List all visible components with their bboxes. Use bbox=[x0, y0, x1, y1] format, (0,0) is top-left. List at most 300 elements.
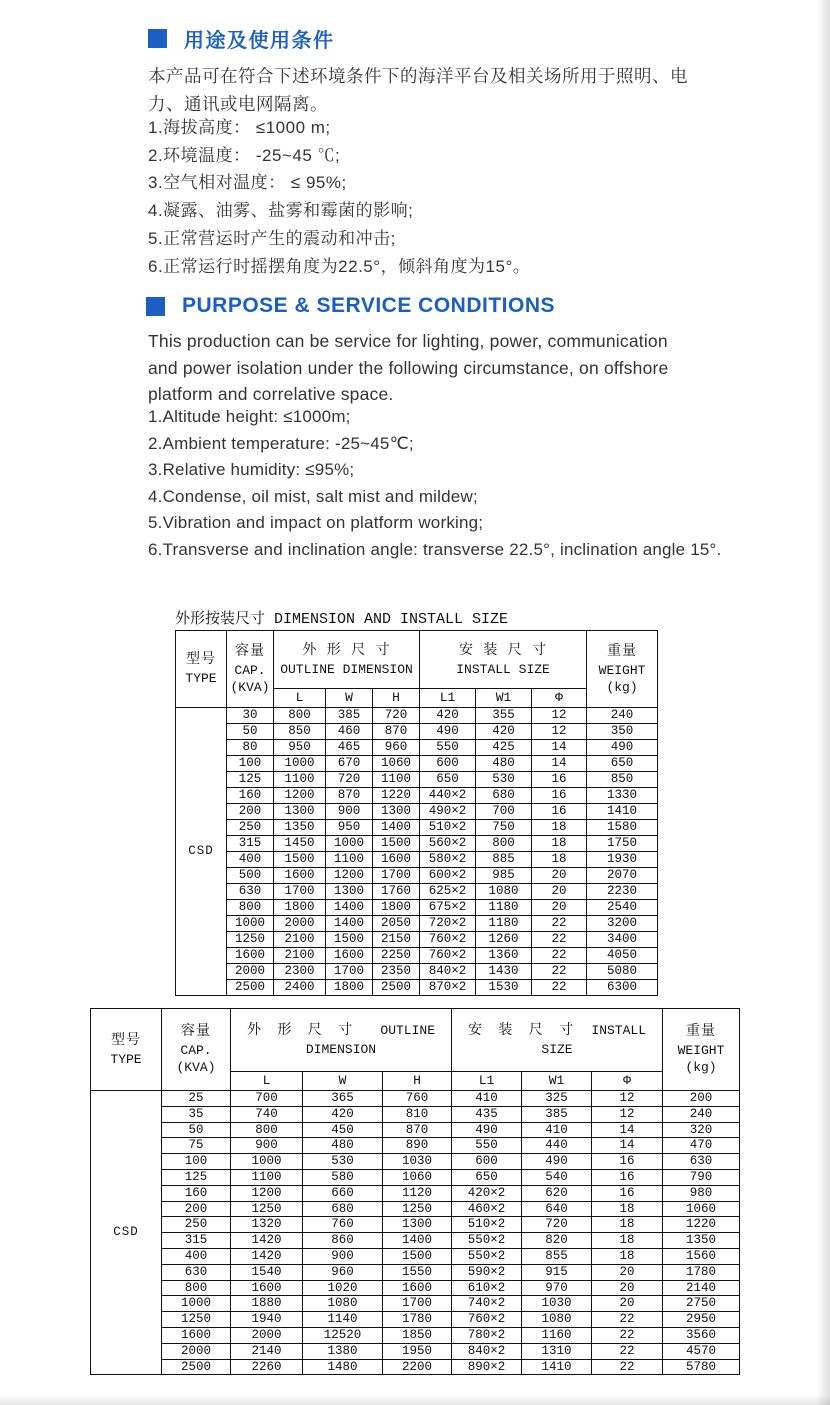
blue-square-icon bbox=[148, 29, 167, 48]
table-cell: 550 bbox=[452, 1138, 522, 1154]
dimension-table-2-block bbox=[90, 1008, 740, 1375]
table-cell: 1140 bbox=[303, 1312, 383, 1328]
table-cell: 625×2 bbox=[420, 884, 476, 900]
table-cell: 1880 bbox=[231, 1296, 303, 1312]
table-cell: 16 bbox=[592, 1185, 663, 1201]
table-cell: 850 bbox=[587, 772, 658, 788]
table-cell: 1000 bbox=[326, 836, 373, 852]
table-cell: 1100 bbox=[231, 1169, 303, 1185]
table-cell: 1080 bbox=[476, 884, 532, 900]
table-cell: 1200 bbox=[274, 788, 326, 804]
table-cell: 760×2 bbox=[420, 932, 476, 948]
table-cell: 2000 bbox=[227, 964, 274, 980]
table-cell: 1250 bbox=[227, 932, 274, 948]
subcol-H: H bbox=[383, 1072, 452, 1091]
table-cell: 3560 bbox=[663, 1327, 740, 1343]
table-row bbox=[91, 1264, 740, 1280]
table-row bbox=[176, 772, 658, 788]
table-cell: 1800 bbox=[326, 980, 373, 996]
section-heading-en bbox=[146, 294, 555, 318]
table-cell: 900 bbox=[326, 804, 373, 820]
table-cell: 22 bbox=[532, 964, 587, 980]
table-cell: 1780 bbox=[383, 1312, 452, 1328]
table-cell: 630 bbox=[227, 884, 274, 900]
table-cell: 780×2 bbox=[452, 1327, 522, 1343]
table-cell: 750 bbox=[476, 820, 532, 836]
table1-header-row bbox=[176, 631, 658, 689]
table-cell: 420 bbox=[303, 1106, 383, 1122]
table-cell: 385 bbox=[522, 1106, 592, 1122]
table-row bbox=[91, 1201, 740, 1217]
table-cell: 160 bbox=[227, 788, 274, 804]
table-cell: 2000 bbox=[231, 1327, 303, 1343]
column-header-type: 型号 TYPE bbox=[91, 1009, 162, 1091]
table-cell: 600 bbox=[420, 756, 476, 772]
table-cell: 20 bbox=[532, 900, 587, 916]
table-cell: 2000 bbox=[274, 916, 326, 932]
table-cell: 200 bbox=[663, 1091, 740, 1107]
table-row bbox=[91, 1296, 740, 1312]
table-cell: 700 bbox=[476, 804, 532, 820]
table-cell: 1100 bbox=[274, 772, 326, 788]
table-cell: 1320 bbox=[231, 1217, 303, 1233]
table-cell: 1360 bbox=[476, 948, 532, 964]
table-cell: 2500 bbox=[373, 980, 420, 996]
table-cell: 425 bbox=[476, 740, 532, 756]
table-cell: 16 bbox=[592, 1154, 663, 1170]
table-cell: 2100 bbox=[274, 948, 326, 964]
dimension-table-1-block bbox=[175, 610, 658, 996]
table-cell: 1020 bbox=[303, 1280, 383, 1296]
table-cell: 350 bbox=[587, 724, 658, 740]
table-cell: 1530 bbox=[476, 980, 532, 996]
table-cell: 14 bbox=[592, 1138, 663, 1154]
table-cell: 790 bbox=[663, 1169, 740, 1185]
table-cell: 850 bbox=[274, 724, 326, 740]
table-cell: 2140 bbox=[231, 1343, 303, 1359]
table-cell: 660 bbox=[303, 1185, 383, 1201]
table-cell: 950 bbox=[326, 820, 373, 836]
table-cell: 490 bbox=[522, 1154, 592, 1170]
table-cell: 840×2 bbox=[420, 964, 476, 980]
table-cell: 490 bbox=[420, 724, 476, 740]
list-item: 3.空气相对温度： ≤ 95%; bbox=[148, 173, 347, 193]
table-cell: 1250 bbox=[231, 1201, 303, 1217]
table-cell: 800 bbox=[162, 1280, 231, 1296]
table-row bbox=[91, 1343, 740, 1359]
list-item: 5.Vibration and impact on platform working; bbox=[148, 513, 484, 533]
table-row bbox=[176, 964, 658, 980]
table-cell: 22 bbox=[532, 932, 587, 948]
table-cell: 1400 bbox=[326, 916, 373, 932]
table-cell: 160 bbox=[162, 1185, 231, 1201]
table-cell: 740×2 bbox=[452, 1296, 522, 1312]
table-cell: 870 bbox=[326, 788, 373, 804]
table-cell: 16 bbox=[592, 1169, 663, 1185]
table-cell: 1500 bbox=[373, 836, 420, 852]
table-cell: 2250 bbox=[373, 948, 420, 964]
table-cell: 1300 bbox=[383, 1217, 452, 1233]
table-cell: 670 bbox=[326, 756, 373, 772]
table-row bbox=[91, 1233, 740, 1249]
table-row bbox=[91, 1327, 740, 1343]
section-title-cn: 用途及使用条件 bbox=[184, 30, 335, 52]
table-row bbox=[176, 804, 658, 820]
table-cell: 470 bbox=[663, 1138, 740, 1154]
table-cell: 550×2 bbox=[452, 1248, 522, 1264]
table-cell: 1000 bbox=[227, 916, 274, 932]
table-cell: 100 bbox=[162, 1154, 231, 1170]
subcol-H: H bbox=[373, 689, 420, 708]
table-cell: 365 bbox=[303, 1091, 383, 1107]
table-cell: 580×2 bbox=[420, 852, 476, 868]
table-cell: 960 bbox=[303, 1264, 383, 1280]
table-cell: 800 bbox=[274, 708, 326, 724]
table-row bbox=[176, 788, 658, 804]
table-cell: 630 bbox=[663, 1154, 740, 1170]
table-cell: 22 bbox=[592, 1312, 663, 1328]
table-row bbox=[91, 1169, 740, 1185]
table-cell: 1180 bbox=[476, 900, 532, 916]
list-item: 6.正常运行时摇摆角度为22.5°，倾斜角度为15°。 bbox=[148, 256, 531, 276]
table-cell: 18 bbox=[592, 1201, 663, 1217]
table-cell: 5080 bbox=[587, 964, 658, 980]
table-cell: 510×2 bbox=[452, 1217, 522, 1233]
table-cell: 550×2 bbox=[452, 1233, 522, 1249]
table-cell: 1300 bbox=[373, 804, 420, 820]
dimension-table-1 bbox=[175, 630, 658, 996]
table-cell: 1430 bbox=[476, 964, 532, 980]
list-item: 4.凝露、油雾、盐雾和霉菌的影响; bbox=[148, 201, 414, 221]
table-row bbox=[176, 916, 658, 932]
table-cell: 12 bbox=[532, 724, 587, 740]
table-cell: 1100 bbox=[373, 772, 420, 788]
table-cell: 18 bbox=[532, 836, 587, 852]
table-row bbox=[176, 932, 658, 948]
column-header-capacity: 容量 CAP. (KVA) bbox=[227, 631, 274, 708]
table-cell: 2300 bbox=[274, 964, 326, 980]
table-cell: 2150 bbox=[373, 932, 420, 948]
table-cell: 6300 bbox=[587, 980, 658, 996]
table-cell: 1800 bbox=[373, 900, 420, 916]
subcol-L: L bbox=[231, 1072, 303, 1091]
table-cell: 650 bbox=[587, 756, 658, 772]
table-row bbox=[91, 1122, 740, 1138]
subcol-L: L bbox=[274, 689, 326, 708]
table-cell: 870 bbox=[383, 1122, 452, 1138]
table-cell: 1420 bbox=[231, 1248, 303, 1264]
table-cell: 420 bbox=[476, 724, 532, 740]
table-cell: 2500 bbox=[227, 980, 274, 996]
scan-edge-shadow-bottom bbox=[0, 1395, 830, 1405]
table-cell: 1700 bbox=[274, 884, 326, 900]
table-cell: 2140 bbox=[663, 1280, 740, 1296]
list-item: 6.Transverse and inclination angle: transverse 22.5°, inclination angle 15°. bbox=[148, 539, 722, 559]
column-header-outline: 外 形 尺 寸 OUTLINE DIMENSION bbox=[274, 631, 420, 689]
table-row bbox=[91, 1359, 740, 1375]
table-cell: 870 bbox=[373, 724, 420, 740]
table-cell: 420 bbox=[420, 708, 476, 724]
table-cell: 4570 bbox=[663, 1343, 740, 1359]
table-cell: 1310 bbox=[522, 1343, 592, 1359]
table-cell: 1780 bbox=[663, 1264, 740, 1280]
table-cell: 950 bbox=[274, 740, 326, 756]
table-cell: 125 bbox=[227, 772, 274, 788]
type-value-cell: CSD bbox=[176, 708, 227, 996]
column-header-install: 安 装 尺 寸 INSTALL SIZE bbox=[452, 1009, 663, 1072]
blue-square-icon bbox=[146, 297, 165, 316]
table-cell: 650 bbox=[420, 772, 476, 788]
table-row bbox=[176, 820, 658, 836]
table-cell: 970 bbox=[522, 1280, 592, 1296]
table-cell: 20 bbox=[592, 1280, 663, 1296]
table-cell: 740 bbox=[231, 1106, 303, 1122]
table-cell: 680 bbox=[476, 788, 532, 804]
table-cell: 315 bbox=[227, 836, 274, 852]
table-cell: 1400 bbox=[383, 1233, 452, 1249]
table-cell: 1550 bbox=[383, 1264, 452, 1280]
list-item: 4.Condense, oil mist, salt mist and mildew; bbox=[148, 486, 478, 506]
table-cell: 1380 bbox=[303, 1343, 383, 1359]
table-cell: 12 bbox=[592, 1091, 663, 1107]
table-cell: 1760 bbox=[373, 884, 420, 900]
table-cell: 2200 bbox=[383, 1359, 452, 1375]
table-row bbox=[176, 836, 658, 852]
table-cell: 680 bbox=[303, 1201, 383, 1217]
table-cell: 1560 bbox=[663, 1248, 740, 1264]
table-cell: 3200 bbox=[587, 916, 658, 932]
table-cell: 200 bbox=[227, 804, 274, 820]
table-cell: 14 bbox=[532, 740, 587, 756]
table-cell: 1400 bbox=[373, 820, 420, 836]
table-row bbox=[176, 980, 658, 996]
table-cell: 385 bbox=[326, 708, 373, 724]
table-cell: 1060 bbox=[663, 1201, 740, 1217]
table-cell: 2000 bbox=[162, 1343, 231, 1359]
table-cell: 20 bbox=[592, 1264, 663, 1280]
intro-paragraph-en: This production can be service for lighting, power, communication and power isolation under the following circumstance, on offshore platform and correlative space. bbox=[148, 331, 669, 404]
table-cell: 16 bbox=[532, 804, 587, 820]
table-row bbox=[91, 1138, 740, 1154]
table-cell: 460×2 bbox=[452, 1201, 522, 1217]
column-header-install: 安 装 尺 寸 INSTALL SIZE bbox=[420, 631, 587, 689]
subcol-W1: W1 bbox=[522, 1072, 592, 1091]
table-cell: 530 bbox=[303, 1154, 383, 1170]
table-cell: 1600 bbox=[373, 852, 420, 868]
table-cell: 1420 bbox=[231, 1233, 303, 1249]
table-row bbox=[91, 1312, 740, 1328]
table-cell: 870×2 bbox=[420, 980, 476, 996]
table-cell: 100 bbox=[227, 756, 274, 772]
table-cell: 540 bbox=[522, 1169, 592, 1185]
table-cell: 18 bbox=[592, 1233, 663, 1249]
table-cell: 480 bbox=[476, 756, 532, 772]
table-cell: 14 bbox=[532, 756, 587, 772]
table-cell: 1260 bbox=[476, 932, 532, 948]
table-cell: 630 bbox=[162, 1264, 231, 1280]
table-cell: 22 bbox=[592, 1343, 663, 1359]
table-cell: 1330 bbox=[587, 788, 658, 804]
table-cell: 1580 bbox=[587, 820, 658, 836]
table-cell: 1030 bbox=[383, 1154, 452, 1170]
table1-title: 外形按装尺寸 DIMENSION AND INSTALL SIZE bbox=[175, 611, 509, 628]
table-cell: 1300 bbox=[274, 804, 326, 820]
table-cell: 720 bbox=[373, 708, 420, 724]
table-cell: 720 bbox=[522, 1217, 592, 1233]
table-cell: 1600 bbox=[326, 948, 373, 964]
list-item: 5.正常营运时产生的震动和冲击; bbox=[148, 228, 396, 248]
column-header-weight: 重量 WEIGHT (kg) bbox=[663, 1009, 740, 1091]
table-cell: 760×2 bbox=[420, 948, 476, 964]
table-cell: 580 bbox=[303, 1169, 383, 1185]
table-cell: 250 bbox=[162, 1217, 231, 1233]
table-cell: 590×2 bbox=[452, 1264, 522, 1280]
table-cell: 800 bbox=[476, 836, 532, 852]
table-cell: 12 bbox=[592, 1106, 663, 1122]
table-cell: 1930 bbox=[587, 852, 658, 868]
table-cell: 530 bbox=[476, 772, 532, 788]
table-cell: 490 bbox=[587, 740, 658, 756]
table-cell: 2500 bbox=[162, 1359, 231, 1375]
table-cell: 460 bbox=[326, 724, 373, 740]
table-cell: 18 bbox=[592, 1248, 663, 1264]
table-row bbox=[91, 1280, 740, 1296]
table-cell: 985 bbox=[476, 868, 532, 884]
table-cell: 1200 bbox=[231, 1185, 303, 1201]
table-cell: 440×2 bbox=[420, 788, 476, 804]
subcol-W1: W1 bbox=[476, 689, 532, 708]
table-cell: 465 bbox=[326, 740, 373, 756]
table-cell: 600 bbox=[452, 1154, 522, 1170]
table-cell: 1100 bbox=[326, 852, 373, 868]
table-cell: 3400 bbox=[587, 932, 658, 948]
table-cell: 1220 bbox=[663, 1217, 740, 1233]
section-title-en: PURPOSE & SERVICE CONDITIONS bbox=[182, 294, 556, 317]
table-cell: 30 bbox=[227, 708, 274, 724]
table-cell: 1250 bbox=[162, 1312, 231, 1328]
table-cell: 1060 bbox=[383, 1169, 452, 1185]
table-cell: 760×2 bbox=[452, 1312, 522, 1328]
table-cell: 12520 bbox=[303, 1327, 383, 1343]
table-row bbox=[176, 756, 658, 772]
table-cell: 650 bbox=[452, 1169, 522, 1185]
table-cell: 1060 bbox=[373, 756, 420, 772]
table-cell: 1950 bbox=[383, 1343, 452, 1359]
table-cell: 450 bbox=[303, 1122, 383, 1138]
type-value-cell: CSD bbox=[91, 1091, 162, 1375]
table-cell: 2350 bbox=[373, 964, 420, 980]
table-cell: 1350 bbox=[663, 1233, 740, 1249]
table-row bbox=[176, 852, 658, 868]
table-cell: 1080 bbox=[522, 1312, 592, 1328]
table-cell: 2750 bbox=[663, 1296, 740, 1312]
table-cell: 1700 bbox=[383, 1296, 452, 1312]
table-cell: 1180 bbox=[476, 916, 532, 932]
table-cell: 14 bbox=[592, 1122, 663, 1138]
table-cell: 200 bbox=[162, 1201, 231, 1217]
table-cell: 400 bbox=[227, 852, 274, 868]
table-cell: 325 bbox=[522, 1091, 592, 1107]
table-cell: 80 bbox=[227, 740, 274, 756]
table-cell: 12 bbox=[532, 708, 587, 724]
table-row bbox=[91, 1217, 740, 1233]
table-cell: 860 bbox=[303, 1233, 383, 1249]
table-cell: 480 bbox=[303, 1138, 383, 1154]
table-cell: 2260 bbox=[231, 1359, 303, 1375]
table-cell: 125 bbox=[162, 1169, 231, 1185]
table-cell: 1030 bbox=[522, 1296, 592, 1312]
table-cell: 1450 bbox=[274, 836, 326, 852]
table-cell: 1000 bbox=[162, 1296, 231, 1312]
table-cell: 490 bbox=[452, 1122, 522, 1138]
table-cell: 1600 bbox=[231, 1280, 303, 1296]
list-item: 3.Relative humidity: ≤95%; bbox=[148, 460, 355, 480]
table-cell: 800 bbox=[231, 1122, 303, 1138]
table-cell: 22 bbox=[592, 1359, 663, 1375]
table2-header-row bbox=[91, 1009, 740, 1072]
table-cell: 1080 bbox=[303, 1296, 383, 1312]
table-cell: 75 bbox=[162, 1138, 231, 1154]
table-cell: 1400 bbox=[326, 900, 373, 916]
column-header-type: 型号 TYPE bbox=[176, 631, 227, 708]
table-cell: 1500 bbox=[383, 1248, 452, 1264]
table-cell: 400 bbox=[162, 1248, 231, 1264]
table-cell: 435 bbox=[452, 1106, 522, 1122]
table-cell: 760 bbox=[303, 1217, 383, 1233]
table-cell: 1000 bbox=[274, 756, 326, 772]
table-cell: 440 bbox=[522, 1138, 592, 1154]
table-cell: 1800 bbox=[274, 900, 326, 916]
table-cell: 250 bbox=[227, 820, 274, 836]
table-cell: 1410 bbox=[522, 1359, 592, 1375]
table-cell: 610×2 bbox=[452, 1280, 522, 1296]
table-cell: 550 bbox=[420, 740, 476, 756]
table-cell: 1540 bbox=[231, 1264, 303, 1280]
table-cell: 1220 bbox=[373, 788, 420, 804]
column-header-outline: 外 形 尺 寸 OUTLINE DIMENSION bbox=[231, 1009, 452, 1072]
table-cell: 960 bbox=[373, 740, 420, 756]
table-cell: 885 bbox=[476, 852, 532, 868]
table-cell: 410 bbox=[522, 1122, 592, 1138]
table-row bbox=[91, 1091, 740, 1107]
table-cell: 720 bbox=[326, 772, 373, 788]
subcol-phi: Φ bbox=[532, 689, 587, 708]
subcol-L1: L1 bbox=[452, 1072, 522, 1091]
column-header-weight: 重量 WEIGHT (kg) bbox=[587, 631, 658, 708]
intro-paragraph-cn: 本产品可在符合下述环境条件下的海洋平台及相关场所用于照明、电力、通讯或电网隔离。 bbox=[148, 66, 688, 114]
table-cell: 240 bbox=[587, 708, 658, 724]
table-row bbox=[176, 724, 658, 740]
table-cell: 1200 bbox=[326, 868, 373, 884]
table-cell: 315 bbox=[162, 1233, 231, 1249]
table-cell: 2400 bbox=[274, 980, 326, 996]
list-item: 2.环境温度： -25~45 ℃; bbox=[148, 145, 341, 165]
table-cell: 240 bbox=[663, 1106, 740, 1122]
table-cell: 1600 bbox=[383, 1280, 452, 1296]
table-cell: 2050 bbox=[373, 916, 420, 932]
table-cell: 5780 bbox=[663, 1359, 740, 1375]
table-cell: 22 bbox=[532, 916, 587, 932]
table-cell: 410 bbox=[452, 1091, 522, 1107]
table-cell: 20 bbox=[532, 868, 587, 884]
table-cell: 840×2 bbox=[452, 1343, 522, 1359]
subcol-W: W bbox=[303, 1072, 383, 1091]
table-cell: 890×2 bbox=[452, 1359, 522, 1375]
table-cell: 1410 bbox=[587, 804, 658, 820]
table-row bbox=[176, 740, 658, 756]
subcol-phi: Φ bbox=[592, 1072, 663, 1091]
condition-list-cn bbox=[148, 114, 530, 280]
